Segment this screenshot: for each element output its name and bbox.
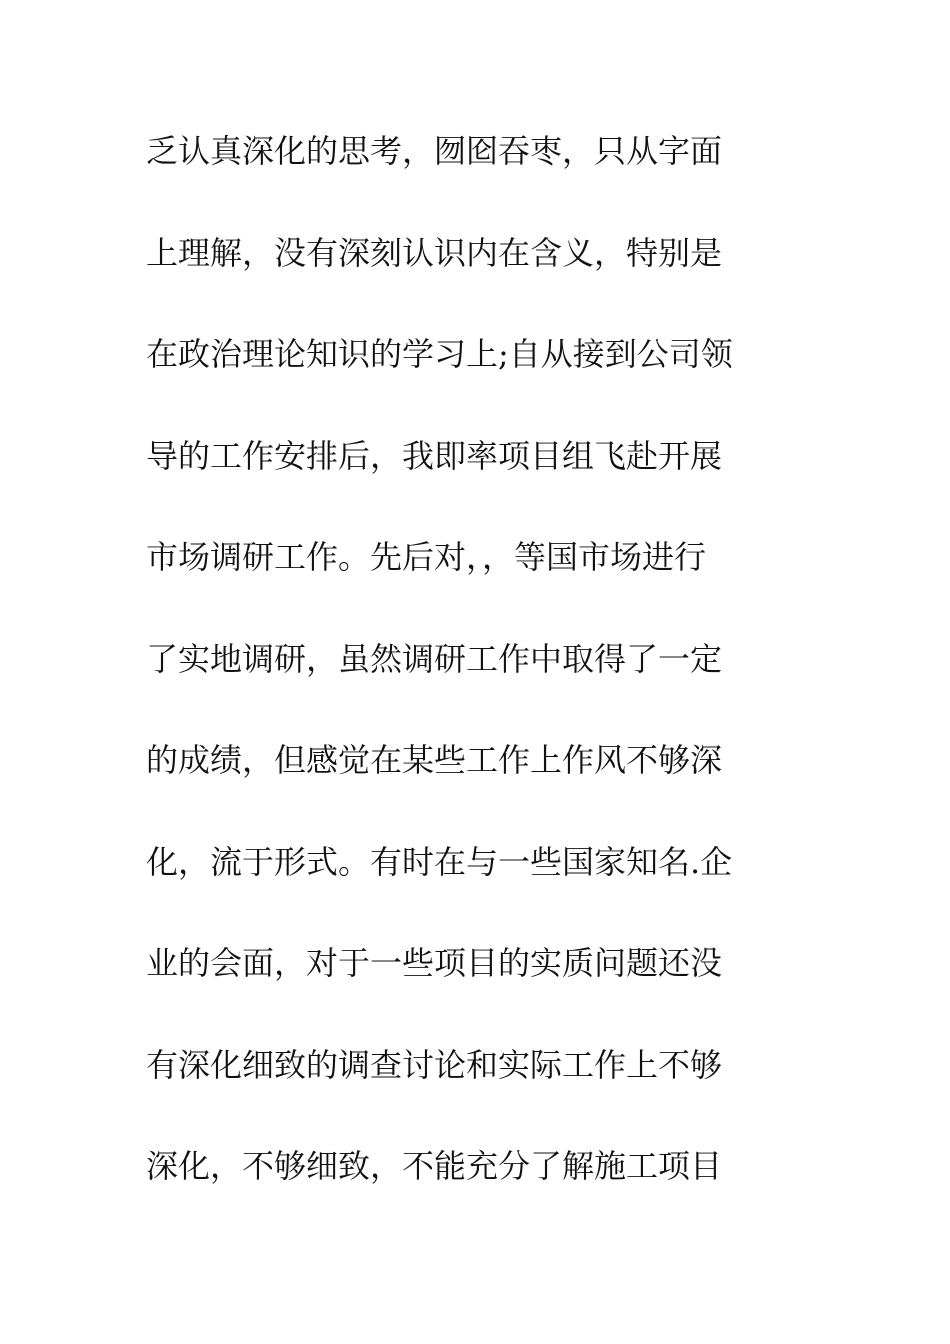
text-line: 上理解，没有深刻认识内在含义，特别是 bbox=[146, 233, 723, 272]
text-line: 化，流于形式。有时在与一些国家知名.企 bbox=[146, 842, 733, 881]
body-text bbox=[146, 126, 826, 1243]
text-line: 业的会面，对于一些项目的实质问题还没 bbox=[146, 944, 723, 982]
text-line: 市场调研工作。先后对，，等国市场进行 bbox=[146, 538, 707, 576]
text-line: 有深化细致的调查讨论和实际工作上不够 bbox=[146, 1045, 723, 1084]
text-line: 深化，不够细致，不能充分了解施工项目 bbox=[146, 1147, 723, 1185]
text-line: 的成绩，但感觉在某些工作上作风不够深 bbox=[146, 741, 723, 779]
text-line: 乏认真深化的思考，囫囵吞枣，只从字面 bbox=[146, 132, 723, 170]
text-line: 了实地调研，虽然调研工作中取得了一定 bbox=[146, 639, 723, 678]
text-line: 导的工作安排后，我即率项目组飞赴开展 bbox=[146, 436, 723, 475]
text-line: 在政治理论知识的学习上;自从接到公司领 bbox=[146, 335, 733, 373]
